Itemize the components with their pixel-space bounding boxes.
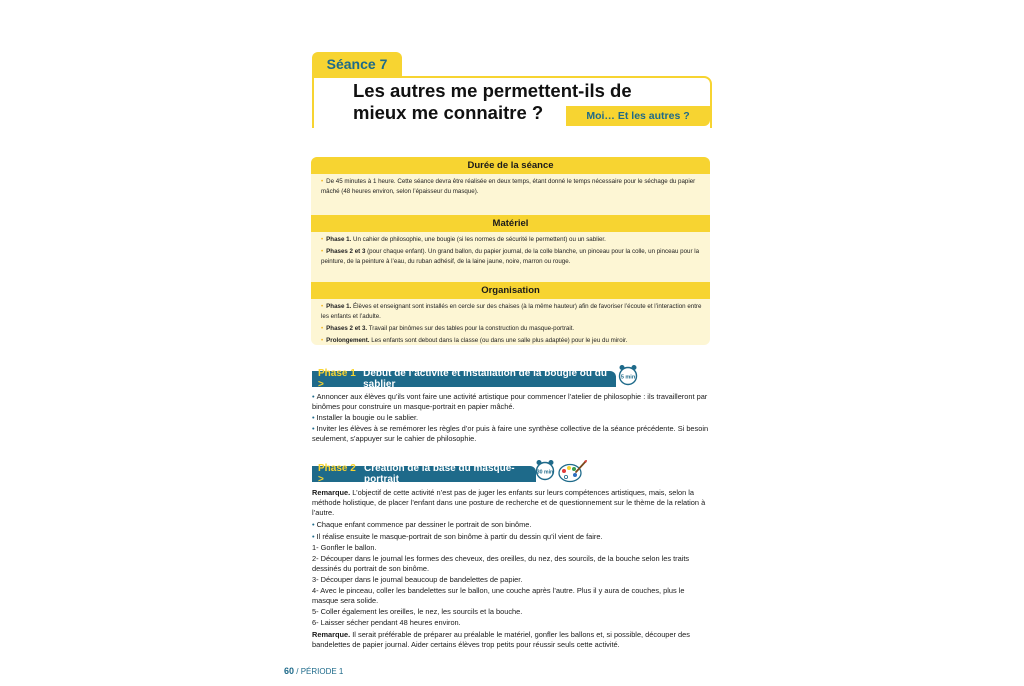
remarque-label: Remarque. xyxy=(312,488,351,497)
materiel-item xyxy=(321,235,702,245)
clock-icon xyxy=(535,459,555,481)
remarque-paragraph xyxy=(312,630,710,650)
info-box xyxy=(311,157,710,345)
remarque-text: Il serait préférable de préparer au préalable le matériel, gonfler les ballons et, si possible, découper des bandelettes de papier journal. Aider certains élèves trop petits pour réussir seuls cette activité. xyxy=(312,630,690,649)
footer-separator: / xyxy=(296,667,301,676)
phase1-time-label: 5 min xyxy=(620,374,636,381)
remarque-text: L’objectif de cette activité n’est pas de juger les enfants sur leurs compétences artistiques, mais, selon la méthode holistique, de placer l’enfant dans une posture de recherche et de questionnement sur le thème de la relation à l’autre. xyxy=(312,488,706,517)
materiel-item-label: Phases 2 et 3 xyxy=(326,248,366,255)
step-item: 6- Laisser sécher pendant 48 heures environ. xyxy=(312,618,461,627)
bullet-icon: • xyxy=(321,337,324,344)
materiel-item-text: (pour chaque enfant). Un grand ballon, du papier journal, de la colle blanche, un pinceau pour la colle, un pinceau pour la peinture, de la peinture à l’eau, du ruban adhésif, de la laine jaune, noire, marron ou rouge. xyxy=(321,248,700,265)
list-item xyxy=(312,532,710,542)
phase2-title: Création de la base du masque-portrait xyxy=(364,463,515,485)
phase2-content xyxy=(312,488,710,651)
seance-tab xyxy=(312,52,402,76)
bullet-icon: • xyxy=(312,413,315,422)
step-item: 3- Découper dans le journal beaucoup de bandelettes de papier. xyxy=(312,575,523,584)
bullet-icon: • xyxy=(312,532,315,541)
organisation-item xyxy=(321,336,702,345)
organisation-item-text: Élèves et enseignant sont installés en cercle sur des chaises (à la même hauteur) afin de favoriser l’écoute et l’interaction entre les enfants et l’adulte. xyxy=(321,303,702,320)
page-title: Les autres me permettent-ils de mieux me connaitre ? xyxy=(353,80,632,123)
step-item: 1- Gonfler le ballon. xyxy=(312,543,377,552)
materiel-item-text: Un cahier de philosophie, une bougie (si les normes de sécurité le permettent) ou un sablier. xyxy=(351,236,606,243)
phase2-time-label: 30 min xyxy=(536,469,554,476)
duree-heading: Durée de la séance xyxy=(311,157,710,174)
organisation-item-text: Travail par binômes sur des tables pour la construction du masque-portrait. xyxy=(367,325,575,332)
palette-icon xyxy=(558,459,588,483)
remarque-label: Remarque. xyxy=(312,630,351,639)
page-number: 60 xyxy=(284,666,295,676)
materiel-item xyxy=(321,247,702,267)
duree-body xyxy=(311,174,710,215)
phase2-bullet-text: Il réalise ensuite le masque-portrait de son binôme à partir du dessin qu’il vient de faire. xyxy=(316,532,603,541)
step-item: 2- Découper dans le journal les formes des cheveux, des oreilles, du nez, des sourcils, de la bouche selon les traits dessinés du portrait de son binôme. xyxy=(312,554,690,573)
organisation-item-text: Les enfants sont debout dans la classe (ou dans une salle plus adaptée) pour le jeu du miroir. xyxy=(369,337,628,344)
seance-label: Séance 7 xyxy=(326,56,388,72)
materiel-body xyxy=(311,232,710,282)
list-item xyxy=(312,520,710,530)
organisation-heading: Organisation xyxy=(311,282,710,299)
bullet-icon: • xyxy=(312,520,315,529)
phase1-heading xyxy=(312,368,616,390)
bullet-icon: • xyxy=(321,178,324,185)
bullet-icon: • xyxy=(321,236,324,243)
phase1-bullet-text: Annoncer aux élèves qu’ils vont faire une activité artistique pour commencer l’atelier de philosophie : ils travailleront par binômes pour construire un masque-portrait en papier mâché. xyxy=(312,392,708,411)
phase2-number: Phase 2 > xyxy=(318,463,356,485)
organisation-item-label: Phase 1. xyxy=(326,303,352,310)
page-footer xyxy=(284,666,343,676)
list-item xyxy=(312,392,710,412)
subtitle-tag xyxy=(566,106,710,126)
phase1-bullet-text: Installer la bougie ou le sablier. xyxy=(316,413,419,422)
subtitle-text: Moi… Et les autres ? xyxy=(586,110,690,122)
duree-item xyxy=(321,177,702,197)
bullet-icon: • xyxy=(321,325,324,332)
step-item: 4- Avec le pinceau, coller les bandelettes sur le ballon, une couche après l’autre. Plus il y aura de couches, plus le masque sera solide. xyxy=(312,586,685,605)
organisation-item-label: Phases 2 et 3. xyxy=(326,325,368,332)
organisation-item-label: Prolongement. xyxy=(326,337,370,344)
duree-text: De 45 minutes à 1 heure. Cette séance devra être réalisée en deux temps, étant donné le temps nécessaire pour le séchage du papier mâché (48 heures environ, selon l’épaisseur du masque). xyxy=(321,178,696,195)
bullet-icon: • xyxy=(321,248,324,255)
remarque-paragraph xyxy=(312,488,710,518)
phase1-title: Début de l’activité et installation de la bougie ou du sablier xyxy=(363,368,608,390)
phase2-bullet-text: Chaque enfant commence par dessiner le portrait de son binôme. xyxy=(316,520,532,529)
phase1-number: Phase 1 > xyxy=(318,368,356,390)
phase1-bullet-text: Inviter les élèves à se remémorer les règles d’or puis à faire une synthèse collective de la séance précédente. Si besoin seulement, s’appuyer sur le cahier de philosophie. xyxy=(312,424,709,443)
organisation-body xyxy=(311,299,710,345)
list-item xyxy=(312,413,710,423)
organisation-item xyxy=(321,302,702,322)
list-item xyxy=(312,424,710,444)
step-item: 5- Coller également les oreilles, le nez, les sourcils et la bouche. xyxy=(312,607,523,616)
organisation-item xyxy=(321,324,702,334)
materiel-item-label: Phase 1. xyxy=(326,236,352,243)
materiel-heading: Matériel xyxy=(311,215,710,232)
phase2-heading xyxy=(312,463,536,485)
bullet-icon: • xyxy=(312,392,315,401)
bullet-icon: • xyxy=(312,424,315,433)
footer-section: PÉRIODE 1 xyxy=(300,667,344,676)
clock-icon xyxy=(618,364,638,386)
phase1-content xyxy=(312,392,710,445)
bullet-icon: • xyxy=(321,303,324,310)
